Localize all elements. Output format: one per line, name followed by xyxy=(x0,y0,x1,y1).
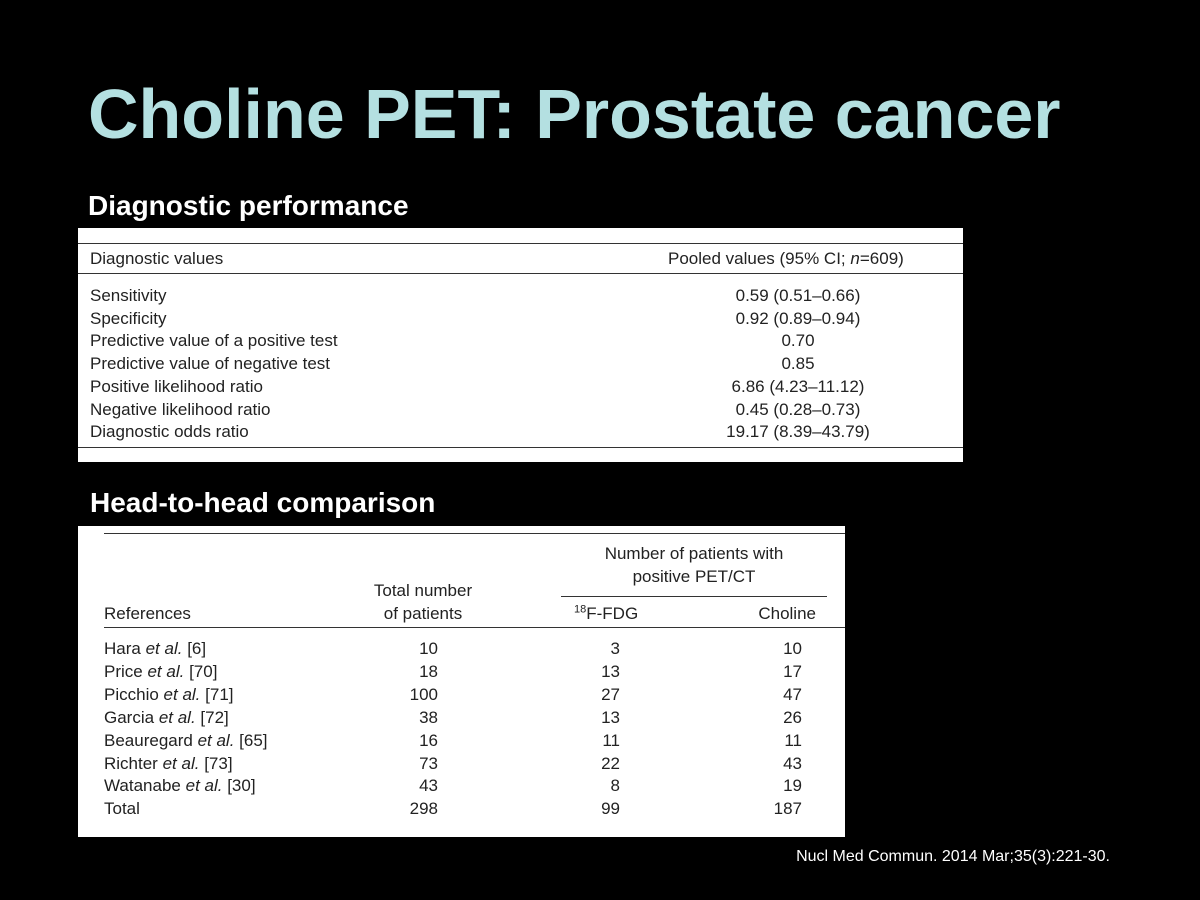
fdg-cell: 8 xyxy=(610,776,620,796)
reference-cell: Price et al. [70] xyxy=(104,661,218,681)
total-cell: 43 xyxy=(419,776,438,796)
table-header-rule xyxy=(104,627,845,628)
choline-cell: 26 xyxy=(783,707,802,727)
fdg-cell: 13 xyxy=(601,707,620,727)
diagnostic-row-value: 0.45 (0.28–0.73) xyxy=(735,399,861,419)
diagnostic-row-label: Diagnostic odds ratio xyxy=(90,422,249,442)
reference-cell: Beauregard et al. [65] xyxy=(104,730,268,750)
choline-cell: 43 xyxy=(783,753,802,773)
fdg-cell: 22 xyxy=(601,753,620,773)
section-heading-head-to-head: Head-to-head comparison xyxy=(90,487,436,518)
fdg-cell: 27 xyxy=(601,684,620,704)
total-cell: 16 xyxy=(419,730,438,750)
reference-cell: Watanabe et al. [30] xyxy=(104,776,256,796)
total-row-label: Total xyxy=(104,799,140,818)
total-cell: 73 xyxy=(419,753,438,773)
column-header-total-line1: Total number xyxy=(373,581,473,600)
reference-cell: Picchio et al. [71] xyxy=(104,684,234,704)
column-header-fdg: $^{18}$F-FDG xyxy=(574,603,639,623)
fdg-cell: 3 xyxy=(610,639,620,658)
diagnostic-row-value: 0.59 (0.51–0.66) xyxy=(735,286,861,305)
choline-cell: 11 xyxy=(784,730,802,750)
choline-cell: 19 xyxy=(783,776,802,796)
reference-cell: Garcia et al. [72] xyxy=(104,707,229,727)
diagnostic-row-label: Negative likelihood ratio xyxy=(90,399,271,419)
citation: Nucl Med Commun. 2014 Mar;35(3):221-30. xyxy=(796,848,1110,865)
diagnostic-row-value: 0.85 xyxy=(781,354,815,374)
total-row-fdg: 99 xyxy=(601,799,620,818)
diagnostic-row-value: 0.92 (0.89–0.94) xyxy=(735,308,861,328)
table-top-rule xyxy=(78,243,963,244)
diagnostic-row-value: 0.70 xyxy=(781,331,815,351)
diagnostic-row-value: 6.86 (4.23–11.12) xyxy=(731,376,865,396)
total-cell: 10 xyxy=(419,639,438,658)
column-header-diagnostic-values: Diagnostic values xyxy=(90,249,224,268)
fdg-cell: 11 xyxy=(602,730,620,750)
total-cell: 18 xyxy=(419,661,438,681)
choline-cell: 47 xyxy=(783,684,802,704)
reference-cell: Hara et al. [6] xyxy=(104,639,207,658)
diagnostic-row-label: Positive likelihood ratio xyxy=(90,376,263,396)
reference-cell: Richter et al. [73] xyxy=(104,753,233,773)
column-header-total-line2: of patients xyxy=(383,604,463,623)
group-header-line1: Number of patients with xyxy=(604,544,784,563)
diagnostic-performance-table xyxy=(78,228,963,462)
choline-cell: 17 xyxy=(783,661,802,681)
total-row-total: 298 xyxy=(409,799,438,818)
total-cell: 100 xyxy=(409,684,438,704)
section-heading-diagnostic-performance: Diagnostic performance xyxy=(88,190,409,221)
diagnostic-row-label: Sensitivity xyxy=(90,286,167,305)
diagnostic-row-label: Predictive value of negative test xyxy=(90,354,331,374)
slide-title: Choline PET: Prostate cancer xyxy=(88,75,1061,153)
diagnostic-row-label: Predictive value of a positive test xyxy=(90,331,338,351)
column-header-pooled-values: Pooled values (95% CI; n=609) xyxy=(668,249,904,268)
fdg-cell: 13 xyxy=(601,661,620,681)
diagnostic-row-label: Specificity xyxy=(90,308,167,328)
table-top-rule xyxy=(104,533,845,534)
diagnostic-row-value: 19.17 (8.39–43.79) xyxy=(726,422,870,442)
total-row-choline: 187 xyxy=(773,799,802,818)
column-header-references: References xyxy=(104,604,191,623)
table-header-rule xyxy=(78,273,963,274)
group-header-rule xyxy=(561,596,827,597)
total-cell: 38 xyxy=(419,707,438,727)
column-header-choline: Choline xyxy=(758,604,816,623)
table-bottom-rule xyxy=(78,447,963,448)
group-header-line2: positive PET/CT xyxy=(632,567,756,586)
choline-cell: 10 xyxy=(783,639,802,658)
head-to-head-table xyxy=(78,526,845,837)
